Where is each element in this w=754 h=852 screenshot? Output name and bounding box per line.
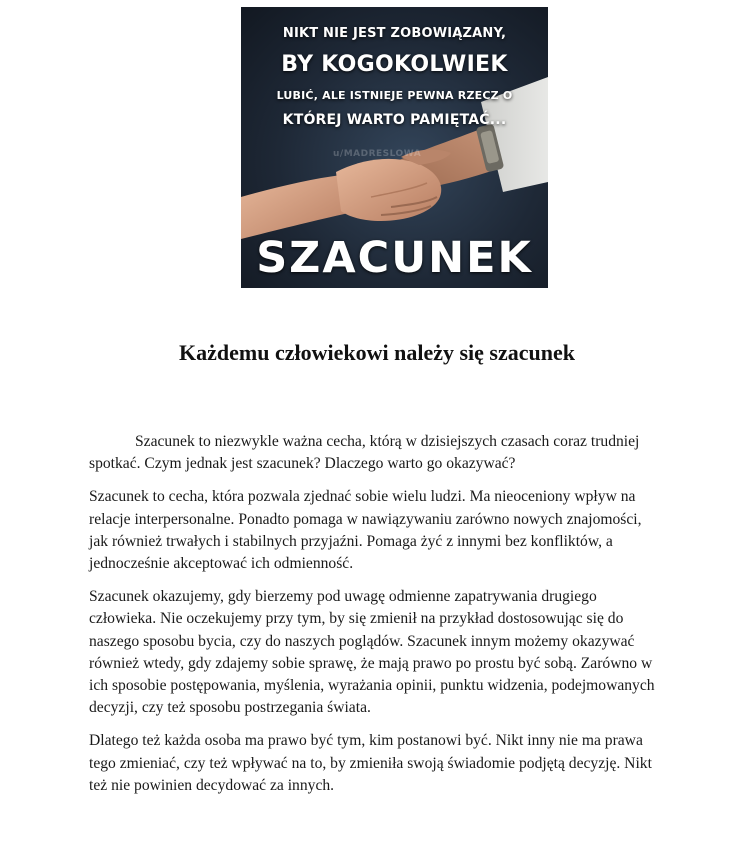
poster-text-line1: NIKT NIE JEST ZOBOWIĄZANY, [282,26,507,41]
paragraph-1: Szacunek to niezwykle ważna cecha, którą w dzisiejszych czasach coraz trudniej spotkać. Czym jednak jest szacunek? Dlaczego warto go okazywać? [89,433,640,473]
poster-text-line4: KTÓREJ WARTO PAMIĘTAĆ... [282,112,507,128]
poster-text-line3: LUBIĆ, ALE ISTNIEJE PEWNA RZECZ O [276,89,513,102]
poster-headline: SZACUNEK [256,233,533,283]
paragraph-4: Dlatego też każda osoba ma prawo być tym, kim postanowi być. Nikt inny nie ma prawa tego zmieniać, czy też wpływać na to, by zmieniła swoją świadomie podjętą decyzję. Nikt też nie powinien decydować za innych. [89,732,652,794]
paragraph-2: Szacunek to cecha, która pozwala zjednać sobie wielu ludzi. Ma nieoceniony wpływ na relacje interpersonalne. Ponadto pomaga w nawiązywaniu zarówno nowych znajomości, jak również trwałych i stabilnych przyjaźni. Pomaga żyć z innymi bez konfliktów, a jednocześnie akceptować ich odmienność. [89,488,642,573]
handshake-poster-image [241,7,548,288]
poster-text-line2: BY KOGOKOLWIEK [281,52,508,77]
document-title: Każdemu człowiekowi należy się szacunek [179,340,575,365]
paragraph-3: Szacunek okazujemy, gdy bierzemy pod uwagę odmienne zapatrywania drugiego człowieka. Nie oczekujemy przy tym, by się zmienił na przykład dostosowując się do naszego sposobu bycia, czy do naszych poglądów. Szacunek innym możemy okazywać również wtedy, gdy zdajemy sobie sprawę, że mają prawo po prostu być sobą. Zarówno w ich sposobie postępowania, myślenia, wyrażania opinii, punktu widzenia, podejmowanych decyzji, czy też sposobu postrzegania świata. [89,588,655,717]
document-body [89,431,664,808]
poster-watermark: u/MADRESLOWA [333,149,422,159]
